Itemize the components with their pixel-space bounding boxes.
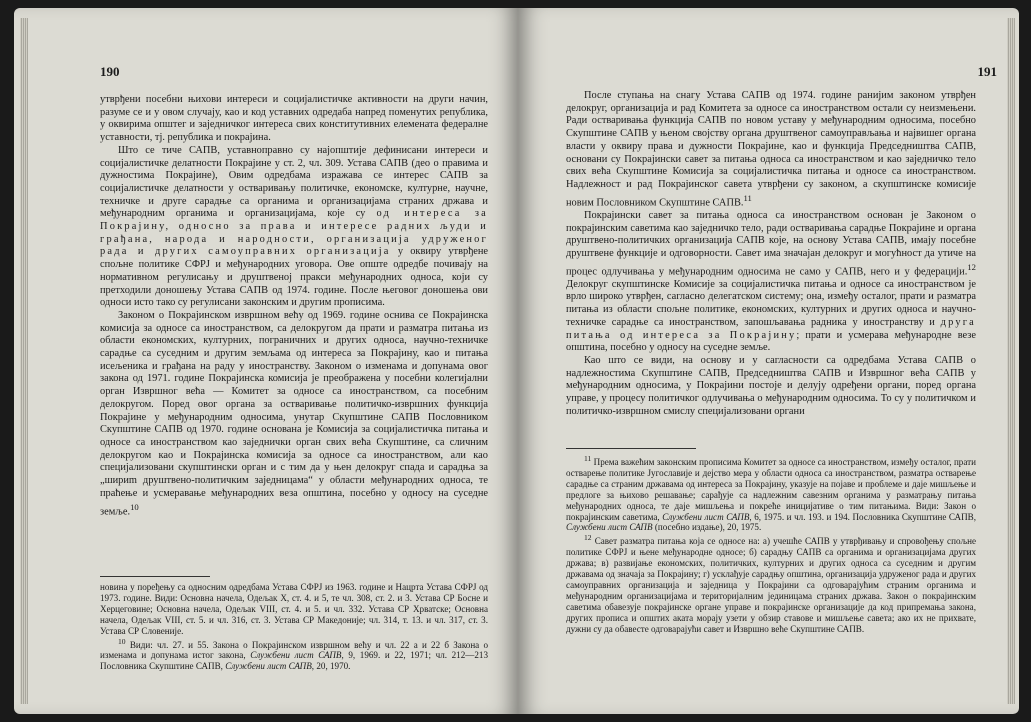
paragraph: Законом о Покрајинском извршном већу од 1969. године оснива се Покрајинска комисија за односе са иностранством, са делокругом да прати и разматра питања из области економских, културних, пограничних и других односа, научно-техничке сарадње са суседним и другим земљама од интереса за Покрајину, као и питања исељеника и грађана на раду у иностранству. Законом о изменама и допунама овог закона од 1971. године Покрајинска комисија је преображена у посебни колегијални орган Извршног већа — Комитет за односе са иностранством, са посебним делокругом. Поред овог органа за остваривање политичко-извршних функција Покрајине у међународним односима, унутар Скупштине САПВ Пословником Скупштине САПВ од 1970. године основана је Комисија за социјалистичка питања и односе са иностранством као заједнички орган свих већа Скупштине, са сличним делокругом као и Покрајинска комисија за односе са иностранством, али као специјализовани скупштински орган и с тим да у њен делокруг спада и сарадња за „шириm друштвено-политичким заједницама“ у области међународних односа, те праћење и усмеравање међународних веза општина, посебно у односу на суседне земље.$^{10}$ (100, 309, 488, 517)
left-page (14, 8, 518, 714)
footnotes (566, 440, 976, 635)
footnote: $^{11}$ Према важећим законским прописима Комитет за односе са иностранством, између осталог, прати остварење политике Југославије и дејство мера у области односа са иностранством, разматра остварење сарадње са страним државама од интереса за Покрајину, указује на појаве и проблеме и даје мишљење и предлоге за њихово решавање; сарађује са надлежним савезним органима у разматрању питања међународних односа, те даје мишљења и покреће иницијативе о тим питањима. Види: Закон о покрајинским саветима, Службени лист САПВ, 6, 1975. и чл. 193. и 194. Пословника Скупштине САПВ, Службени лист САПВ (посебно издање), 20, 1975. (566, 454, 977, 533)
page-edges-right (1007, 18, 1015, 704)
spaced-text: друга питања од интереса за Покрајину (566, 316, 976, 341)
page-number: 190 (100, 64, 120, 79)
page-number: 191 (977, 64, 997, 79)
footnote-rule (566, 448, 696, 449)
footnote-ref: 11 (743, 192, 752, 203)
body-text (566, 90, 976, 419)
page-edges-left (20, 18, 28, 704)
footnotes (100, 568, 488, 672)
paragraph: Као што се види, на основу и у сагласности са одредбама Устава САПВ о надлежностима Скупштине САПВ, Председништва САПВ и Извршног већа САПВ у међународним односима, у Покрајини постоје и делују одређени органи, поред органа управе, у процесу политичког одлучивања о међународним односима. То су у политичком и политичко-извршном смислу специјализовани органи (566, 355, 976, 417)
right-page (518, 8, 1019, 714)
footnote: новина у поређењу са односним одредбама Устава СФРЈ из 1963. године и Нацрта Устава СФРЈ од 1973. године. Види: Основна начела, Одељак X, ст. 4. и 5, те чл. 308, ст. 2. и 3. Устава СР Босне и Херцеговине; Основна начела, Одељак VIII, ст. 4. и 5. и чл. 332. Устава СР Хрватске; Основна начела, Одељак VIII, ст. 5. и чл. 316, ст. 3. Устава СР Македоније; чл. 314, т. 13. и чл. 317, ст. 3. Устава СР Словеније. (100, 582, 488, 636)
body-text (100, 94, 488, 519)
paragraph: Покрајински савет за питања односа са иностранством основан је Законом о покрајинским саветима као заједничко тело, ради остваривања сарадње Покрајине и органа друштвено-политичких организација САПВ које, на основу Устава САПВ, имају посебне друштвене функције и одговорности. Савет има значајан делокруг и могућност да утиче на процес одлучивања у међународним односима не само у САПВ, него и у федерацији.$^{12}$ Делокруг скупштинске Комисије за социјалистичка питања и односе са иностранством је врло широко утврђен, сагласно делегатском систему; она, између осталог, прати и разматра питања из области спољне политике, економских, културних и других односа и научно-техничке сарадње са иностранством, запошљавања радника у иностранству и друга питања од интереса за Покрајину; прати и усмерава међународне везе општина, посебно у односу на суседне земље. (566, 209, 976, 354)
footnote-ref: 12 (967, 261, 976, 272)
spaced-text: од интереса за Покрајину, односно за права и интересе радних људи и грађана, народа и народности, организација удруженог рада и других самоуправних организација (100, 208, 488, 258)
footnote: $^{10}$ Види: чл. 27. и 55. Закона о Покрајинском извршном већу и чл. 22 а и 22 б Закона о изменама и допунама истог закона, Службени лист САПВ, 9, 1969. и 22, 1971; чл. 212—213 Пословника Скупштине САПВ, Службени лист САПВ, 20, 1970. (100, 636, 488, 672)
paragraph: Што се тиче САПВ, уставноправно су најопштије дефинисани интереси и социјалистичке делатности Покрајине у ст. 2, чл. 309. Устава САПВ (део о правима и дужностима Покрајине), Овим одредбама изражава се интерес САПВ за социјалистичке делатности у остваривању политичке, економске, културне, научне, техничке и друге сарадње са органима и организацијама страних држава и међународним органима и организацијама, које су од интереса за Покрајину, односно за права и интересе радних људи и грађана, народа и народности, организација удруженог рада и других самоуправних организација у оквиру утврђене спољне политике СФРЈ и међународних уговора. Ове опште одредбе почивају на нормативном регулисању и друштвеној пракси међународних односа, који су претходили доношењу Устава САПВ од 1974. године. После његовог доношења ови односи исто тако су регулисани законским и другим прописима. (100, 144, 489, 309)
paragraph: утврђени посебни њихови интереси и социјалистичке активности на други начин, разуме се и у овом случају, као и код уставних одредаба напред поменутих република, у оквирима општег и заједничког интереса свих конститутивних елемената федералне уставности, тј. република и покрајина. (100, 94, 488, 144)
footnote: $^{12}$ Савет разматра питања која се односе на: а) учешће САПВ у утврђивању и спровођењу спољне политике СФРЈ и њене међународне односе; б) сарадњу САПВ са органима и организацијама других држава; в) развијање економских, политичких, културних и других односа са суседним и другим државама од значаја за Покрајину; г) усклађује сарадњу општина, организација удруженог рада и других самоуправних организација и заједница у Покрајини са одговарајућим страним органима и међународним организацијама и територијалним јединицама страних држава. Закон о покрајинским саветима обавезује покрајинске органе управе и покрајинске организације да код припремања закона, других прописа и општих аката морају узети у обзир ставове и мишљење савета; ако их не прихвате, дужни су да обавесте одговарајући савет и Извршно веће Скупштине САПВ. (566, 533, 977, 634)
footnote-ref: 10 (130, 501, 139, 512)
footnote-rule (100, 576, 210, 577)
paragraph: После ступања на снагу Устава САПВ од 1974. године ранијим законом утврђен делокруг, организација и рад Комитета за односе са иностранством остали су неизмењени. Ради остваривања функција САПВ по новом уставу у међународним односима, посебно Скупштине САПВ у њеном својству органа друштвеног самоуправљања и највишег органа власти у оквиру права и дужности Покрајине, као и функција Председништва САПВ, основани су Покрајински савет за питања односа са иностранством и као заједничко тело свих већа Скупштине Комисија за социјалистичка питања и односе са иностранством. Надлежност и рад Покрајинског савета утврђени су законом, а скупштинске комисије новим Пословником Скупштине САПВ.$^{11}$ (566, 90, 976, 209)
